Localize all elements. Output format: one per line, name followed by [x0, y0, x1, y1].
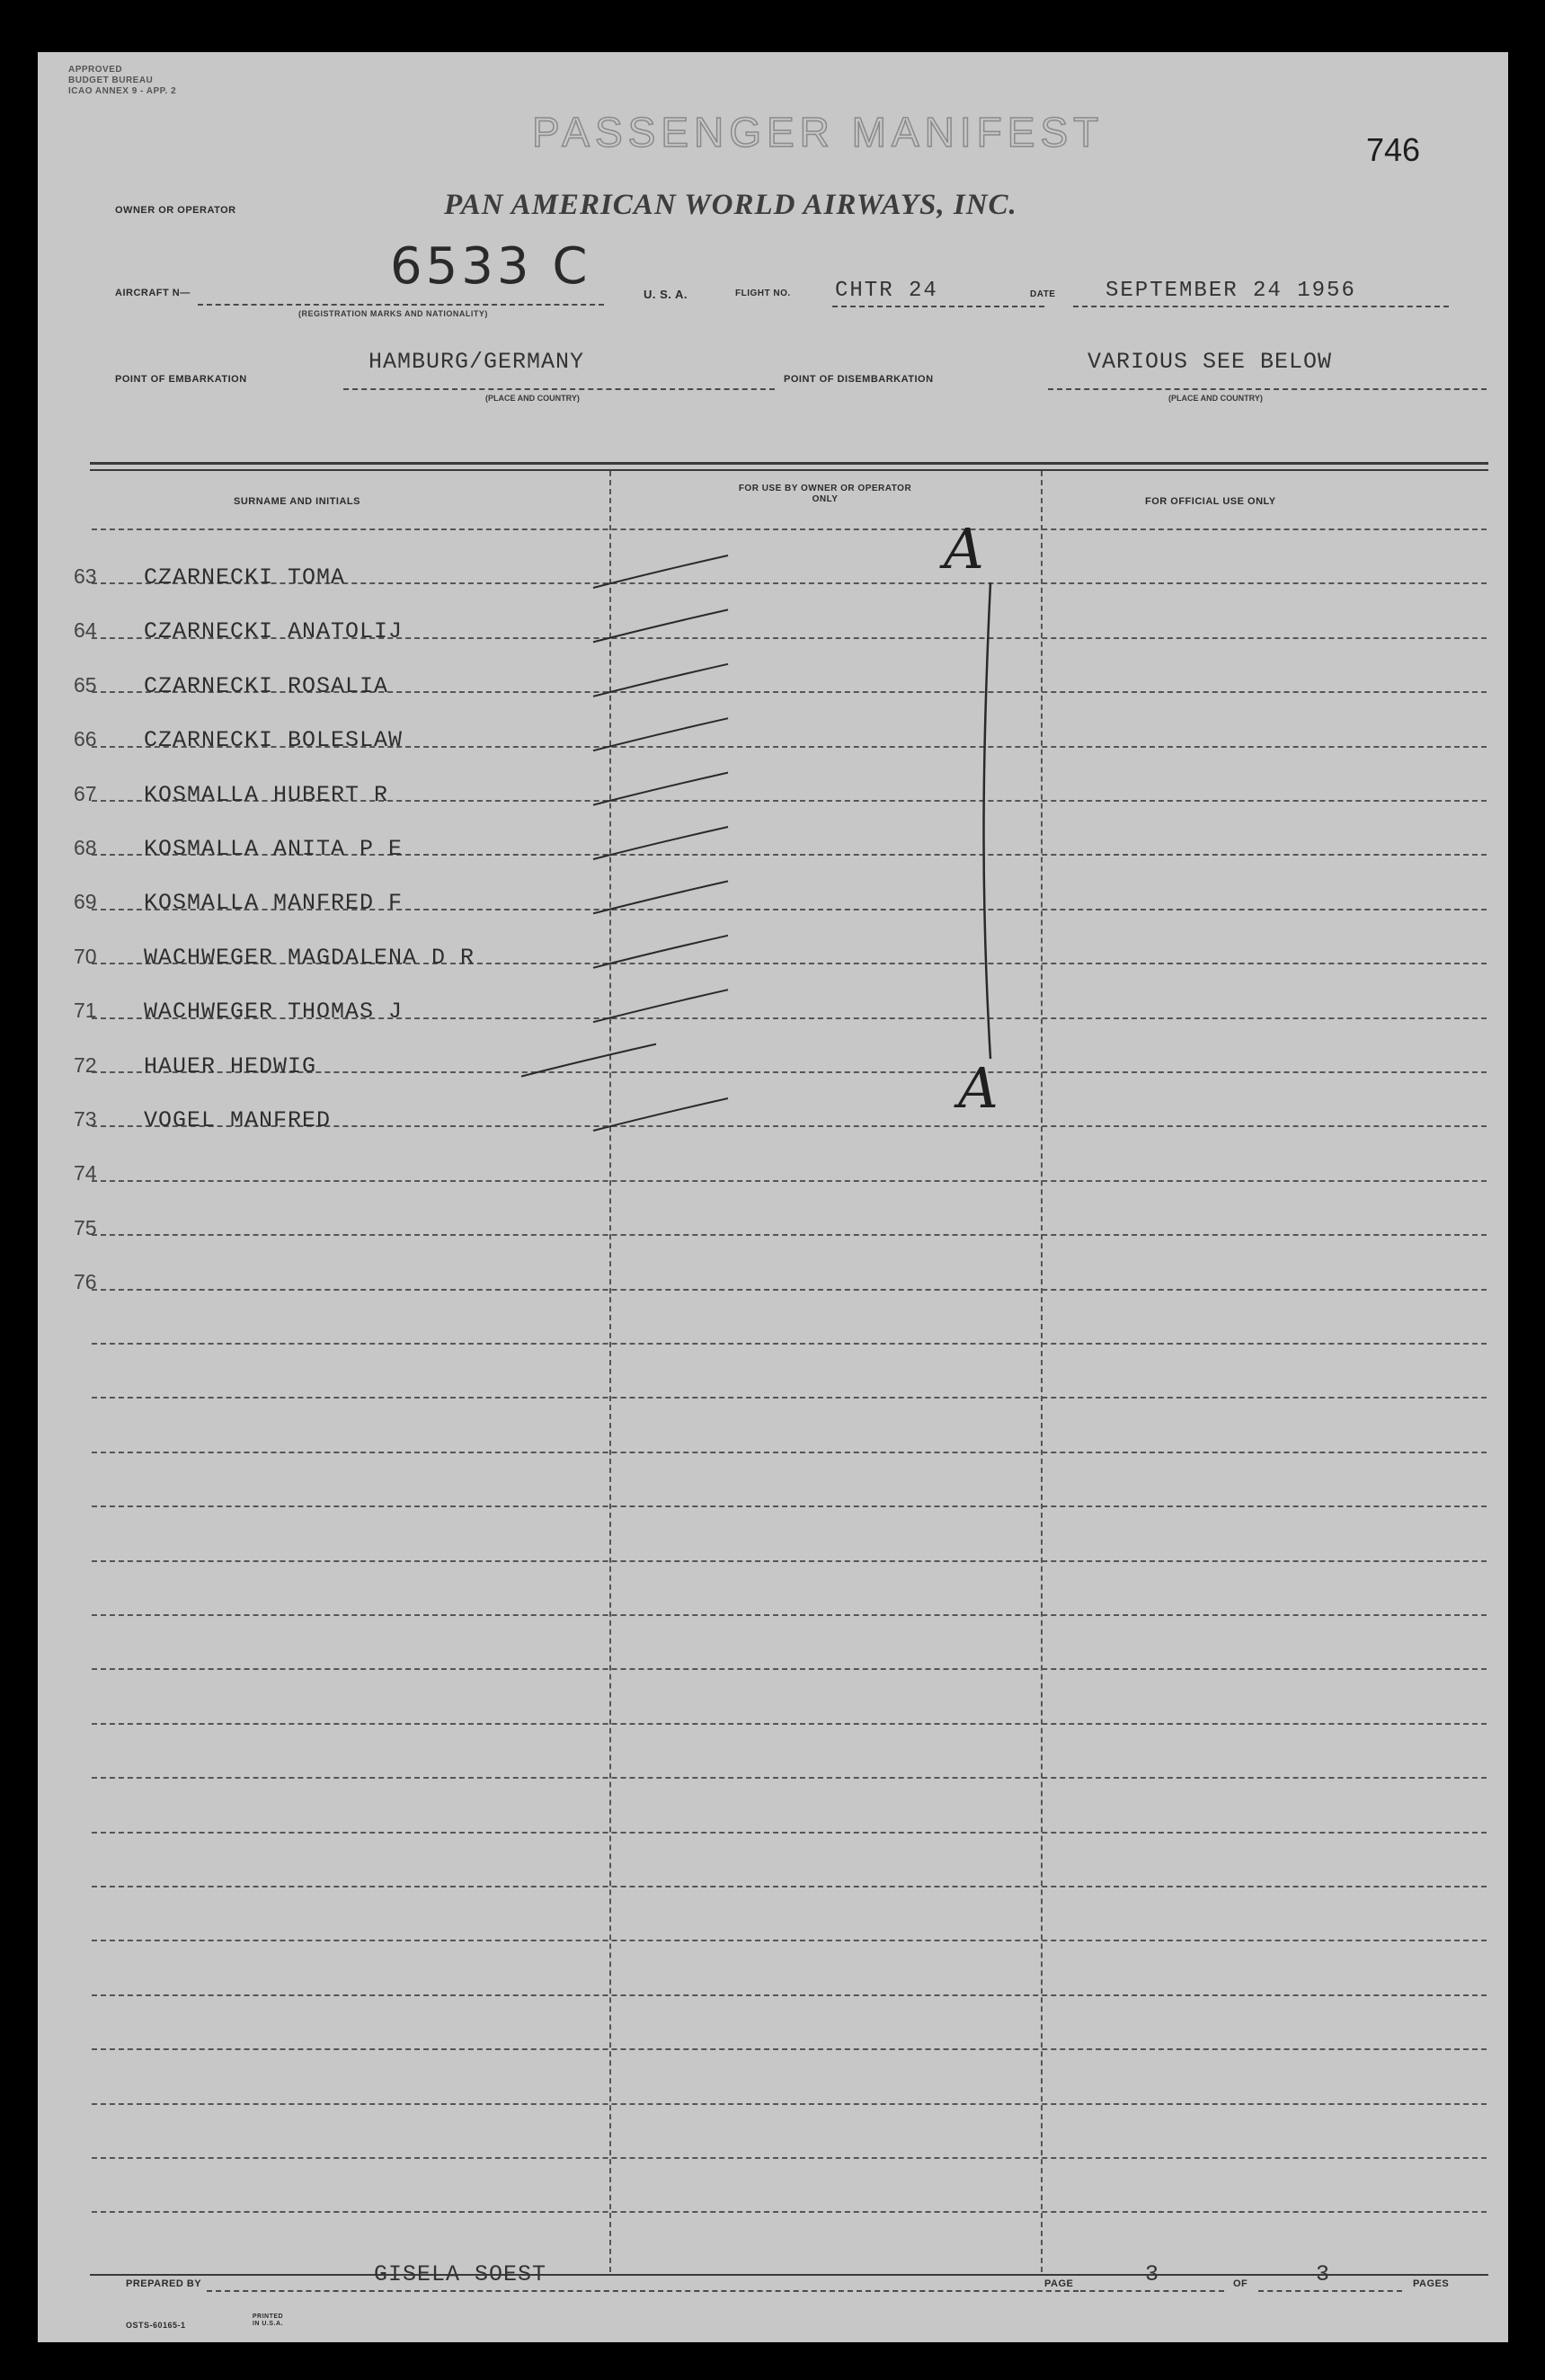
header-surname: SURNAME AND INITIALS [234, 496, 360, 507]
approval-line: ICAO ANNEX 9 - APP. 2 [68, 86, 177, 96]
row-number: 65 [74, 672, 97, 697]
approval-line: BUDGET BUREAU [68, 75, 154, 85]
header-owner-use: FOR USE BY OWNER OR OPERATOR ONLY [738, 484, 912, 504]
aircraft-value: 6533 C [390, 237, 591, 296]
form-title: PASSENGER MANIFEST [532, 109, 1105, 155]
passenger-name: KOSMALLA MANFRED F [144, 890, 404, 917]
row-number: 75 [74, 1215, 97, 1239]
header-official-use: FOR OFFICIAL USE ONLY [1145, 496, 1276, 507]
handwritten-mark-bottom: A [958, 1055, 999, 1121]
check-stroke [593, 718, 728, 750]
prepared-underline [207, 2290, 1079, 2292]
passenger-name: CZARNECKI ROSALIA [144, 672, 389, 699]
disembark-caption: (PLACE AND COUNTRY) [1168, 394, 1263, 403]
check-stroke [593, 827, 728, 859]
row-number: 64 [74, 618, 97, 643]
check-stroke [593, 1098, 728, 1131]
check-stroke [521, 1044, 656, 1077]
passenger-name: WACHWEGER MAGDALENA D R [144, 944, 475, 971]
date-label: DATE [1030, 289, 1056, 299]
passenger-name: CZARNECKI BOLESLAW [144, 727, 404, 754]
disembark-label: POINT OF DISEMBARKATION [784, 374, 934, 385]
check-stroke [593, 936, 728, 968]
row-number: 68 [74, 836, 97, 859]
row-number: 67 [74, 781, 97, 805]
passenger-name: KOSMALLA ANITA P E [144, 836, 404, 862]
row-number: 74 [74, 1161, 97, 1186]
owner-value: PAN AMERICAN WORLD AIRWAYS, INC. [444, 189, 1017, 221]
of-value: 3 [1316, 2261, 1330, 2287]
embark-value: HAMBURG/GERMANY [368, 349, 585, 375]
manifest-sheet [38, 52, 1508, 2342]
passenger-name: VOGEL MANFRED [144, 1107, 332, 1133]
row-number: 69 [74, 890, 97, 914]
embark-label: POINT OF EMBARKATION [115, 374, 247, 385]
owner-check-marks [38, 52, 1508, 2342]
check-stroke [593, 990, 728, 1022]
check-stroke [593, 609, 728, 642]
row-number: 73 [74, 1107, 97, 1131]
prepared-label: PREPARED BY [126, 2278, 202, 2289]
check-stroke [593, 881, 728, 913]
row-number: 66 [74, 727, 97, 751]
passenger-name: CZARNECKI TOMA [144, 564, 346, 591]
passenger-name: CZARNECKI ANATOLIJ [144, 618, 404, 645]
page-stamp: 746 [1366, 131, 1421, 168]
row-number: 76 [74, 1270, 97, 1294]
of-label: OF [1233, 2278, 1248, 2289]
approval-line: APPROVED [68, 65, 123, 75]
printed-note: PRINTED IN U.S.A. [252, 2313, 284, 2327]
of-underline [1258, 2290, 1402, 2292]
table-bottom-rule [90, 2274, 1488, 2276]
form-code: OSTS-60165-1 [126, 2321, 186, 2330]
row-number: 71 [74, 999, 97, 1023]
owner-label: OWNER OR OPERATOR [115, 205, 236, 216]
flight-label: FLIGHT NO. [735, 289, 791, 298]
row-number: 72 [74, 1052, 97, 1077]
handwritten-mark-top: A [944, 516, 984, 582]
check-stroke [593, 555, 728, 588]
flight-value: CHTR 24 [835, 279, 938, 303]
page-value: 3 [1145, 2261, 1159, 2287]
prepared-value: GISELA SOEST [374, 2261, 547, 2287]
embark-caption: (PLACE AND COUNTRY) [485, 394, 580, 403]
bracket-line [984, 582, 991, 1059]
registration-caption: (REGISTRATION MARKS AND NATIONALITY) [298, 309, 488, 318]
check-stroke [593, 773, 728, 805]
date-value: SEPTEMBER 24 1956 [1105, 279, 1356, 303]
row-number: 63 [74, 564, 97, 588]
usa-label: U. S. A. [644, 288, 688, 301]
row-number: 70 [74, 944, 97, 968]
passenger-name: WACHWEGER THOMAS J [144, 999, 404, 1026]
check-stroke [593, 664, 728, 697]
disembark-value: VARIOUS SEE BELOW [1088, 349, 1333, 375]
page-underline [1080, 2290, 1224, 2292]
page-label: PAGE [1044, 2278, 1074, 2289]
passenger-name: HAUER HEDWIG [144, 1052, 317, 1079]
aircraft-label: AIRCRAFT N— [115, 288, 191, 298]
pages-label: PAGES [1413, 2278, 1450, 2289]
passenger-name: KOSMALLA HUBERT R [144, 781, 389, 808]
